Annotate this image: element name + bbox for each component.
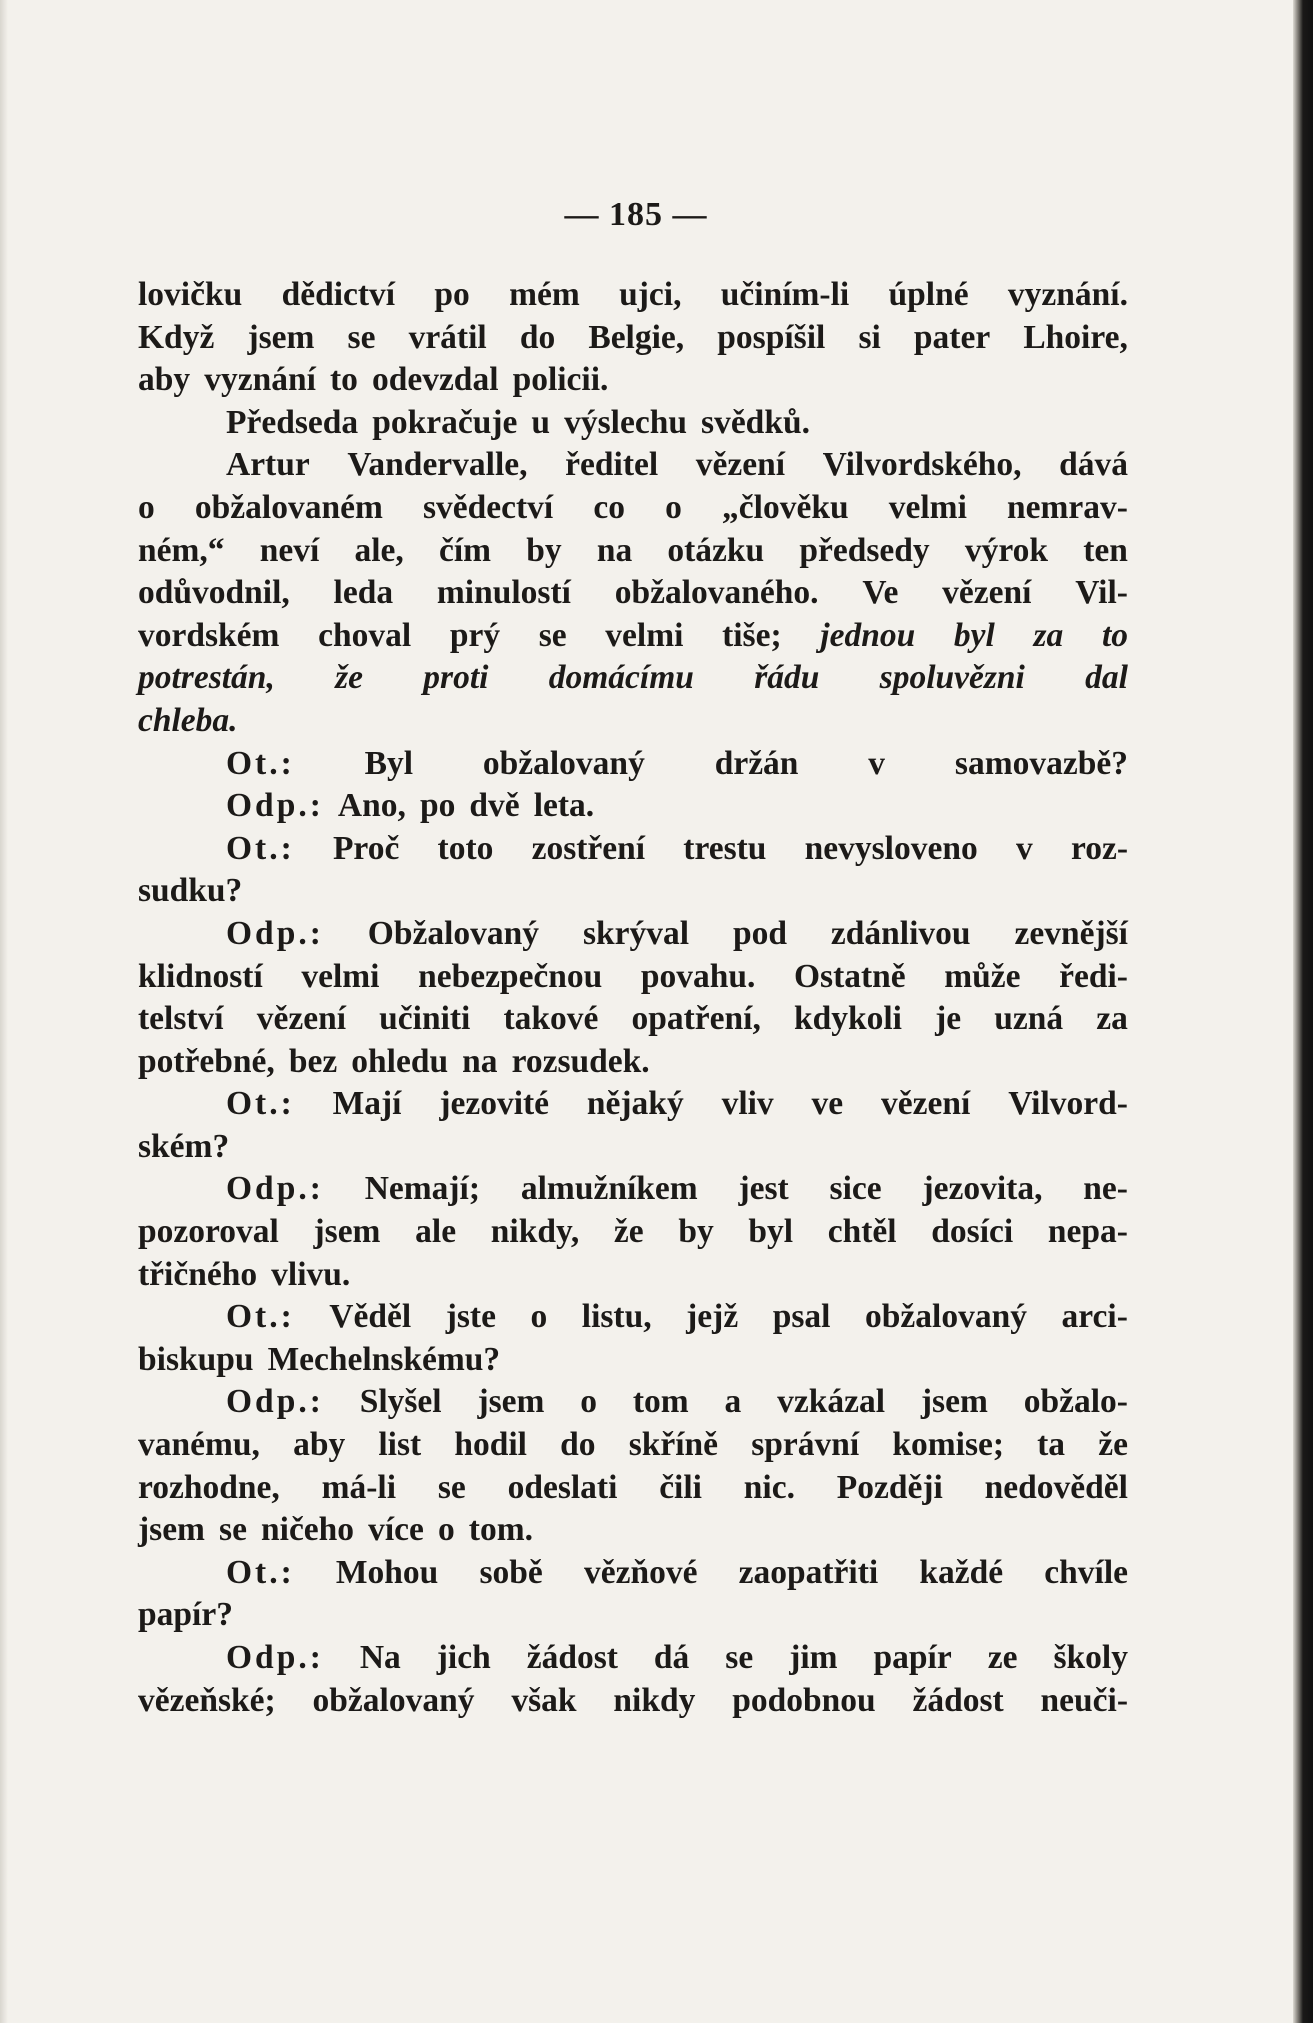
- word: nemrav-: [1007, 488, 1128, 526]
- word: Proč: [332, 829, 400, 867]
- word: toto: [437, 829, 494, 867]
- word: obžalovaného.: [614, 574, 819, 612]
- word: jednou: [820, 616, 916, 654]
- word: svědků.: [701, 403, 810, 441]
- word: neuči-: [1040, 1681, 1128, 1719]
- word: odeslati: [507, 1468, 618, 1506]
- word: Na: [359, 1639, 401, 1676]
- word: list: [378, 1426, 422, 1464]
- word: vrátil: [408, 318, 487, 356]
- word: to: [329, 361, 358, 399]
- word: vězení: [695, 446, 786, 484]
- word: Odp.:: [226, 787, 324, 825]
- word: nedověděl: [984, 1468, 1128, 1506]
- text-line: [138, 1680, 1128, 1723]
- word: policii.: [512, 361, 609, 399]
- word: a: [724, 1383, 742, 1421]
- text-line: [138, 402, 1128, 445]
- word: Ot.:: [226, 1298, 295, 1336]
- word: jezovita,: [922, 1170, 1043, 1208]
- word: minulostí: [436, 574, 571, 612]
- word: choval: [318, 616, 412, 654]
- word: domácímu: [548, 659, 694, 697]
- word: zevnější: [1014, 914, 1128, 952]
- word: jest: [738, 1170, 789, 1208]
- word: o: [580, 1383, 598, 1421]
- word: trestu: [683, 829, 767, 867]
- word: dvě: [469, 787, 520, 825]
- word: v: [868, 744, 886, 782]
- word: se: [538, 616, 567, 654]
- word: že: [335, 659, 364, 697]
- word: Slyšel: [359, 1383, 442, 1421]
- word: takové: [503, 1000, 599, 1038]
- word: obžalovaný: [865, 1298, 1027, 1336]
- text-line: [138, 956, 1128, 999]
- word: povahu.: [640, 957, 756, 995]
- word: do: [519, 318, 556, 356]
- scan-shadow-right: [1293, 0, 1313, 2023]
- word: Mají: [332, 1085, 402, 1123]
- word: držán: [714, 744, 799, 782]
- word: byl: [953, 616, 995, 654]
- word: vlivu.: [271, 1255, 351, 1293]
- word: v: [1015, 829, 1033, 867]
- scan-shadow-left: [0, 0, 8, 2023]
- text-line: [138, 1041, 1128, 1084]
- word: jich: [436, 1639, 491, 1676]
- word: Mohou: [335, 1553, 439, 1591]
- word: potřebné,: [138, 1042, 275, 1080]
- word: za: [1033, 616, 1064, 654]
- word: třičného: [138, 1255, 258, 1293]
- word: správní: [751, 1426, 860, 1464]
- word: obžalovaný: [312, 1681, 475, 1719]
- word: by: [526, 531, 562, 569]
- word: ujci,: [619, 276, 682, 313]
- word: výrok: [964, 531, 1049, 569]
- word: pokračuje: [372, 403, 518, 441]
- word: vězňové: [583, 1553, 698, 1591]
- word: nepa-: [1047, 1213, 1128, 1251]
- word: Odp.:: [226, 1639, 324, 1676]
- word: čím: [438, 531, 492, 569]
- book-page: [138, 196, 1128, 1722]
- word: jim: [789, 1639, 838, 1676]
- word: dal: [1085, 659, 1128, 697]
- text-line: [138, 743, 1128, 786]
- word: Byl: [364, 744, 414, 782]
- word: Odp.:: [226, 1170, 324, 1208]
- text-line: [138, 359, 1128, 402]
- text-line: [138, 615, 1128, 658]
- word: po: [434, 276, 470, 313]
- word: ze: [987, 1639, 1018, 1676]
- word: vězení: [942, 574, 1032, 612]
- word: Když: [138, 318, 215, 356]
- word: velmi: [605, 616, 684, 654]
- word: hodil: [454, 1426, 527, 1464]
- word: Ot.:: [226, 1553, 295, 1591]
- text-line: [138, 274, 1128, 317]
- word: nevysloveno: [804, 829, 978, 867]
- text-line: [138, 1467, 1128, 1510]
- word: klidností: [138, 957, 263, 995]
- word: byl: [748, 1213, 794, 1251]
- word: mém: [509, 276, 580, 313]
- word: může: [944, 957, 1021, 995]
- word: ném,“: [138, 531, 225, 569]
- text-line: [138, 785, 1128, 828]
- word: je: [935, 1000, 962, 1038]
- word: biskupu: [138, 1340, 254, 1378]
- word: obžalovaném: [194, 488, 383, 526]
- word: jsem: [313, 1213, 381, 1251]
- word: lovičku: [138, 276, 243, 313]
- word: u: [531, 403, 551, 441]
- word: papír?: [138, 1596, 233, 1634]
- text-line: [138, 444, 1128, 487]
- text-line: [138, 572, 1128, 615]
- word: jezovité: [439, 1085, 550, 1123]
- text-line: [138, 1509, 1128, 1552]
- word: si: [858, 318, 881, 356]
- word: opatření,: [631, 1000, 761, 1038]
- word: má-li: [321, 1468, 397, 1506]
- word: ředitel: [565, 446, 659, 484]
- word: jsem: [477, 1383, 545, 1421]
- word: psal: [772, 1298, 831, 1336]
- word: jste: [445, 1298, 496, 1336]
- word: papír: [873, 1639, 952, 1676]
- word: učiniti: [379, 1000, 471, 1038]
- text-line: [138, 998, 1128, 1041]
- word: Věděl: [329, 1298, 412, 1336]
- word: nikdy: [613, 1681, 696, 1719]
- word: Ve: [862, 574, 899, 612]
- word: ale: [415, 1213, 457, 1251]
- word: za: [1096, 1000, 1128, 1038]
- word: o: [437, 1511, 455, 1549]
- word: nic.: [743, 1468, 795, 1506]
- word: předsedy: [799, 531, 930, 569]
- word: Odp.:: [226, 914, 324, 952]
- word: vliv: [721, 1085, 774, 1123]
- word: Ot.:: [226, 1085, 295, 1123]
- word: sobě: [479, 1553, 543, 1591]
- word: dá: [653, 1639, 690, 1676]
- text-line: [138, 1339, 1128, 1382]
- text-line: [138, 657, 1128, 700]
- word: Nemají;: [364, 1170, 481, 1208]
- text-line: [138, 1424, 1128, 1467]
- word: nějaký: [586, 1085, 684, 1123]
- word: listu,: [581, 1298, 652, 1336]
- word: že: [1098, 1426, 1128, 1464]
- word: jsem: [138, 1511, 205, 1549]
- text-line: [138, 1552, 1128, 1595]
- word: rozhodne,: [138, 1468, 280, 1506]
- word: dosíci: [931, 1213, 1014, 1251]
- word: každé: [919, 1553, 1004, 1591]
- word: však: [511, 1681, 577, 1719]
- text-line: [138, 1254, 1128, 1297]
- word: skrýval: [582, 914, 690, 952]
- word: vzkázal: [777, 1383, 886, 1421]
- word: pozoroval: [138, 1213, 279, 1251]
- text-line: [138, 1594, 1128, 1637]
- word: dědictví: [281, 276, 396, 313]
- word: svědectví: [423, 488, 554, 526]
- word: pater: [913, 318, 991, 356]
- word: potrestán,: [138, 659, 275, 697]
- word: skříně: [628, 1426, 719, 1464]
- word: se: [725, 1639, 754, 1676]
- text-line: [138, 487, 1128, 530]
- word: ale,: [354, 531, 404, 569]
- word: ničeho: [261, 1511, 355, 1549]
- word: almužníkem: [520, 1170, 698, 1208]
- word: velmi: [301, 957, 380, 995]
- word: Odp.:: [226, 1383, 324, 1421]
- word: se: [219, 1511, 247, 1549]
- word: odevzdal: [371, 361, 499, 399]
- word: Ano,: [337, 787, 406, 825]
- word: ředi-: [1059, 957, 1128, 995]
- word: čili: [659, 1468, 702, 1506]
- word: žádost: [912, 1681, 1004, 1719]
- word: o: [665, 488, 682, 526]
- word: úplné: [888, 276, 969, 313]
- word: Mechelnskému?: [267, 1340, 501, 1378]
- word: ne-: [1083, 1170, 1128, 1208]
- word: žádost: [526, 1639, 618, 1676]
- word: zaopatřiti: [738, 1553, 879, 1591]
- word: komise;: [892, 1426, 1004, 1464]
- word: učiním-li: [720, 276, 850, 313]
- word: se: [437, 1468, 466, 1506]
- word: o: [530, 1298, 548, 1336]
- word: do: [560, 1426, 596, 1464]
- word: řádu: [754, 659, 820, 697]
- text-line: [138, 700, 1128, 743]
- word: rozsudek.: [511, 1042, 650, 1080]
- word: kdykoli: [793, 1000, 902, 1038]
- word: zdánlivou: [830, 914, 971, 952]
- word: sudku?: [138, 872, 243, 910]
- word: Ostatně: [794, 957, 906, 995]
- word: nebezpečnou: [418, 957, 603, 995]
- word: vanému,: [138, 1426, 260, 1464]
- word: Obžalovaný: [367, 914, 540, 952]
- word: výslechu: [564, 403, 687, 441]
- word: samovazbě?: [954, 744, 1128, 782]
- word: na: [596, 531, 633, 569]
- word: ohledu: [351, 1042, 449, 1080]
- word: se: [347, 318, 376, 356]
- page-text: [138, 274, 1128, 1722]
- word: vordském: [138, 616, 280, 654]
- word: vězení: [881, 1085, 971, 1123]
- word: ten: [1083, 531, 1128, 569]
- word: ta: [1037, 1426, 1066, 1464]
- word: o: [138, 488, 155, 526]
- word: Vandervalle,: [347, 446, 528, 484]
- word: obžalo-: [1023, 1383, 1128, 1421]
- text-line: [138, 1211, 1128, 1254]
- word: roz-: [1070, 829, 1128, 867]
- word: ském?: [138, 1127, 230, 1165]
- word: telství: [138, 1000, 224, 1038]
- word: aby: [138, 361, 191, 399]
- page-number: — 185 —: [564, 196, 708, 233]
- word: pospíšil: [717, 318, 826, 356]
- word: prý: [449, 616, 501, 654]
- word: že: [613, 1213, 644, 1251]
- word: neví: [259, 531, 320, 569]
- word: vězení: [256, 1000, 347, 1038]
- word: na: [462, 1042, 498, 1080]
- word: co: [593, 488, 626, 526]
- word: ve: [811, 1085, 844, 1123]
- word: Vilvordského,: [822, 446, 1022, 484]
- word: arci-: [1061, 1298, 1128, 1336]
- text-line: [138, 1381, 1128, 1424]
- text-line: [138, 1296, 1128, 1339]
- word: „člověku: [722, 488, 849, 526]
- text-line: [138, 828, 1128, 871]
- word: vyznání.: [1007, 276, 1128, 313]
- word: Později: [836, 1468, 943, 1506]
- word: vyznání: [204, 361, 316, 399]
- text-line: [138, 1637, 1128, 1680]
- word: Ot.:: [226, 829, 295, 867]
- word: odůvodnil,: [138, 574, 290, 612]
- word: nikdy,: [490, 1213, 580, 1251]
- word: podobnou: [732, 1681, 876, 1719]
- text-line: [138, 1083, 1128, 1126]
- word: tiše;: [722, 616, 782, 654]
- word: velmi: [888, 488, 967, 526]
- word: to: [1101, 616, 1128, 654]
- word: sice: [829, 1170, 882, 1208]
- word: více: [368, 1511, 424, 1549]
- word: Předseda: [226, 403, 359, 441]
- word: tom.: [468, 1511, 533, 1549]
- word: pod: [732, 914, 787, 952]
- word: tom: [632, 1383, 689, 1421]
- word: Vilvord-: [1008, 1085, 1128, 1123]
- word: obžalovaný: [482, 744, 645, 782]
- word: Ot.:: [226, 744, 295, 782]
- word: chtěl: [827, 1213, 897, 1251]
- text-line: [138, 1126, 1128, 1169]
- word: otázku: [667, 531, 765, 569]
- word: jsem: [920, 1383, 988, 1421]
- word: aby: [293, 1426, 346, 1464]
- word: chvíle: [1044, 1553, 1128, 1591]
- word: jsem: [247, 318, 315, 356]
- word: vězeňské;: [138, 1681, 276, 1719]
- word: školy: [1053, 1639, 1128, 1676]
- word: Artur: [226, 446, 310, 484]
- word: proti: [423, 659, 489, 697]
- word: Lhoire,: [1023, 318, 1128, 356]
- text-line: [138, 530, 1128, 573]
- word: uzná: [994, 1000, 1064, 1038]
- text-line: [138, 1168, 1128, 1211]
- text-line: [138, 317, 1128, 360]
- word: chleba.: [138, 701, 238, 739]
- text-line: [138, 870, 1128, 913]
- word: dává: [1059, 446, 1128, 484]
- word: leda: [333, 574, 394, 612]
- word: leta.: [533, 787, 595, 825]
- word: Belgie,: [588, 318, 685, 356]
- word: po: [419, 787, 456, 825]
- word: spoluvězni: [879, 659, 1025, 697]
- word: zostření: [531, 829, 646, 867]
- text-line: [138, 913, 1128, 956]
- word: jejž: [686, 1298, 739, 1336]
- word: Vil-: [1075, 574, 1128, 612]
- word: bez: [288, 1042, 338, 1080]
- word: by: [678, 1213, 714, 1251]
